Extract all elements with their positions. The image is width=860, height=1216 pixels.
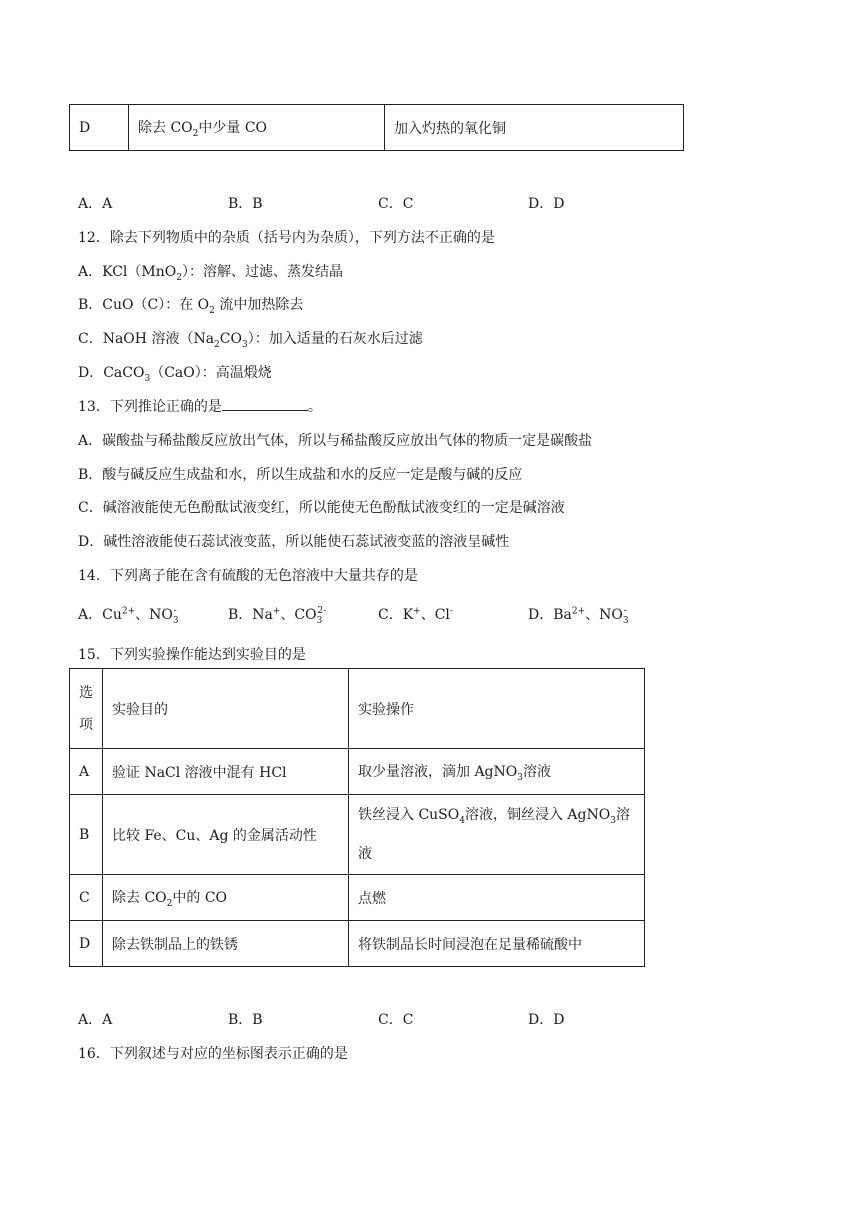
q12-option-c: C．NaOH 溶液$(Na_2CO_3)$：加入适量的石灰水后过滤 [78,331,423,350]
q11-option-a: A．A [78,196,113,212]
q12-option-d: D．CaCO$_3$（CaO）：高温煅烧 [78,365,272,384]
q15-row-b-operation: 铁丝浸入 CuSO$_4$溶液，铜丝浸入 AgNO$_3$溶 液 [349,795,645,875]
q16-stem: 16．下列叙述与对应的坐标图表示正确的是 [78,1046,348,1062]
q11-option-c: C．C [378,196,414,212]
q13-option-b: B．酸与碱反应生成盐和水，所以生成盐和水的反应一定是酸与碱的反应 [78,467,523,483]
q12-option-a: A．KCl（MnO$_2$）：溶解、过滤、蒸发结晶 [78,264,343,283]
q15-row-a-purpose: 验证 NaCl 溶液中混有 HCl [103,749,349,795]
q11-row-d-method: 加入灼热的氧化铜 [385,105,684,151]
q15-row-d-purpose: 除去铁制品上的铁锈 [103,921,349,967]
q14-option-a: A．$Cu^{2+}$、$NO_3^-$ [78,606,179,626]
q15-row-d-operation: 将铁制品长时间浸泡在足量稀硫酸中 [349,921,645,967]
q15-row-d-letter: D [70,921,103,967]
q15-table-header [70,669,645,749]
q13-option-c: C．碱溶液能使无色酚酞试液变红，所以能使无色酚酞试液变红的一定是碱溶液 [78,500,565,516]
q15-row-b-purpose: 比较 Fe、Cu、Ag 的金属活动性 [103,795,349,875]
q13-stem: 13．下列推论正确的是 。 [78,399,322,415]
q13-option-d: D．碱性溶液能使石蕊试液变蓝，所以能使石蕊试液变蓝的溶液呈碱性 [78,534,510,550]
q11-table [69,104,684,151]
q15-option-c: C．C [378,1012,414,1028]
q15-row-a-operation: 取少量溶液，滴加 AgNO$_3$溶液 [349,749,645,795]
q12-option-b: B．CuO（C）：在 $O_2$ 流中加热除去 [78,297,304,316]
q14-option-b: B．Na+、$CO_3^{2-}$ [228,606,327,626]
q15-row-b-letter: B [70,795,103,875]
answer-blank[interactable] [222,398,308,411]
q15-row-c-letter: C [70,875,103,921]
q11-option-b: B．B [228,196,263,212]
table-row [70,795,645,875]
q14-option-d: D．$Ba^{2+}$、$NO_3^-$ [528,606,629,626]
q11-option-d: D．D [528,196,565,212]
q15-row-a-letter: A [70,749,103,795]
q15-row-c-operation: 点燃 [349,875,645,921]
q15-option-b: B．B [228,1012,263,1028]
q14-stem: 14．下列离子能在含有硫酸的无色溶液中大量共存的是 [78,568,418,584]
table-row [70,921,645,967]
q15-table [69,668,645,967]
q14-option-c: C．K+、Cl- [378,606,453,623]
table-row [70,875,645,921]
q15-option-d: D．D [528,1012,565,1028]
table-row [70,749,645,795]
q15-header-option: 选 项 [70,669,103,749]
q15-header-operation: 实验操作 [349,669,645,749]
q15-stem: 15．下列实验操作能达到实验目的是 [78,647,306,663]
q11-row-d-purpose: 除去 $CO_2$中少量 CO [129,105,385,151]
q15-row-c-purpose: 除去 $CO_2$中的 CO [103,875,349,921]
q11-row-d-letter: D [70,105,129,151]
q13-option-a: A．碳酸盐与稀盐酸反应放出气体，所以与稀盐酸反应放出气体的物质一定是碳酸盐 [78,433,593,449]
q15-header-purpose: 实验目的 [103,669,349,749]
q12-stem: 12．除去下列物质中的杂质（括号内为杂质），下列方法不正确的是 [78,230,495,246]
q15-option-a: A．A [78,1012,113,1028]
